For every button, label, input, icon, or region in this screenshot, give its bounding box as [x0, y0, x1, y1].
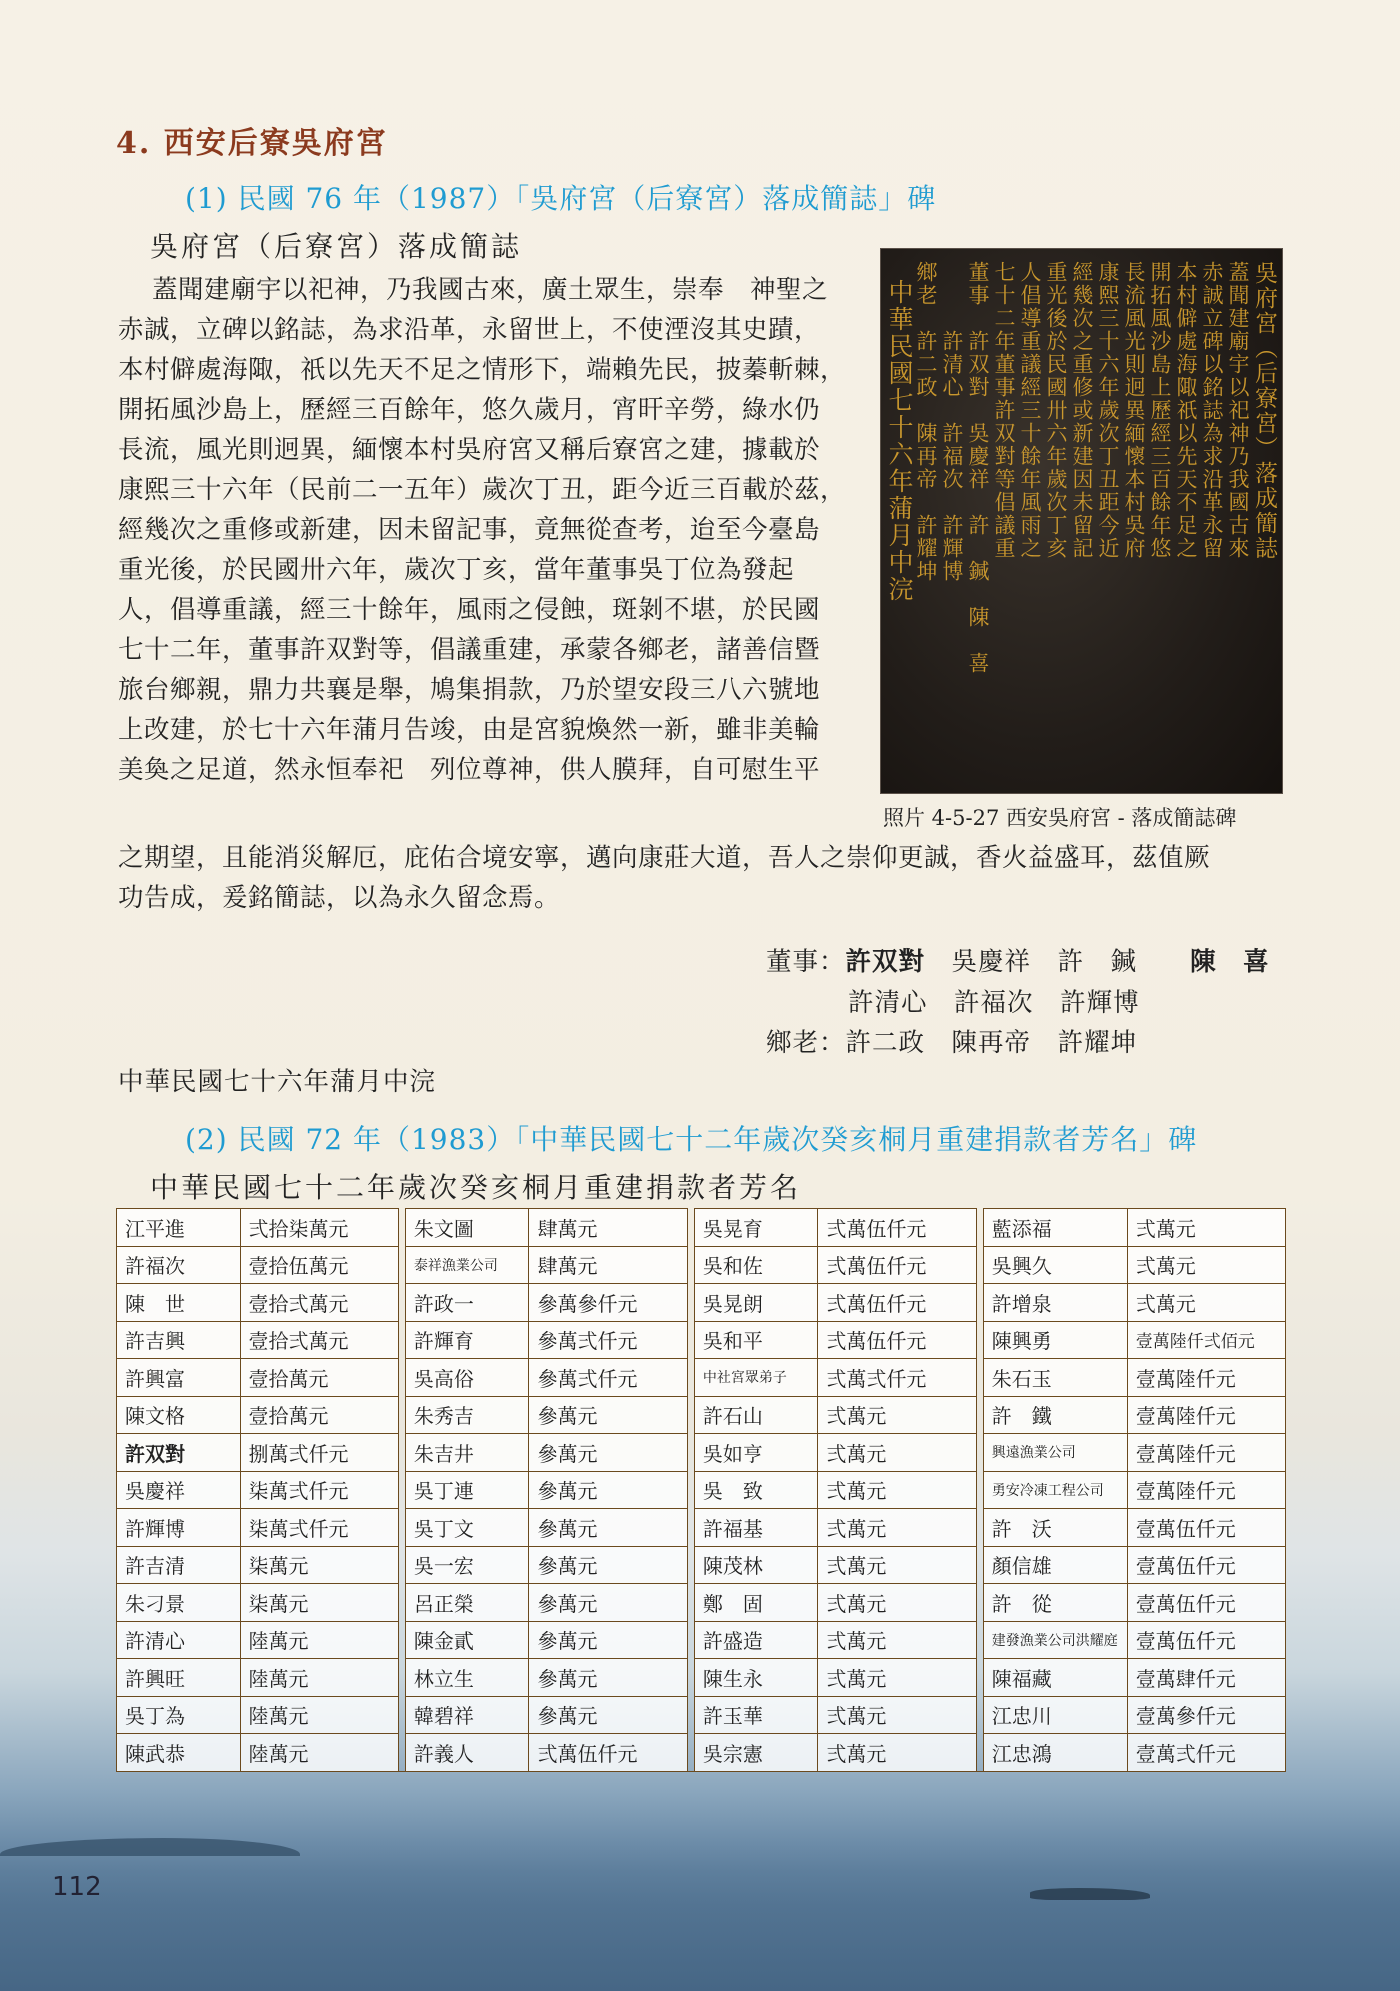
inscription-line: 重光後，於民國卅六年，歲次丁亥，當年董事吳丁位為發起 — [118, 555, 795, 585]
donor-name: 江平進 — [116, 1208, 240, 1246]
donor-name: 吳丁連 — [405, 1471, 529, 1509]
donor-name: 吳丁文 — [405, 1508, 529, 1546]
table-row — [116, 1733, 1286, 1772]
donation-amount: 弍萬伍仟元 — [528, 1733, 687, 1772]
donor-name: 許興富 — [116, 1358, 240, 1396]
elders-label: 鄉老： — [766, 1028, 846, 1058]
directors-label: 董事： — [766, 947, 846, 977]
donation-amount: 陸萬元 — [240, 1621, 399, 1659]
inscription-line: 長流，風光則迥異，緬懷本村吳府宮又稱后寮宮之建，據載於 — [118, 435, 821, 465]
donation-amount: 壹拾伍萬元 — [240, 1246, 399, 1284]
elder-name: 許二政 — [845, 1028, 926, 1058]
donor-name: 藍添福 — [983, 1208, 1127, 1246]
donation-amount: 壹拾萬元 — [240, 1396, 399, 1434]
donation-amount: 參萬元 — [528, 1546, 687, 1584]
inscription-line: 蓋聞建廟宇以祀神，乃我國古來，廣土眾生，崇奉 神聖之 — [152, 275, 829, 305]
elder-name: 陳再帝 — [951, 1028, 1032, 1058]
inscription-continued — [118, 838, 1283, 918]
donation-amount: 弍萬元 — [817, 1583, 976, 1621]
table-row — [116, 1246, 1286, 1284]
donation-amount: 弍萬元 — [817, 1658, 976, 1696]
donor-name: 許石山 — [694, 1396, 818, 1434]
donor-name: 顏信雄 — [983, 1546, 1127, 1584]
donor-name: 許 沃 — [983, 1508, 1127, 1546]
donor-name: 吳慶祥 — [116, 1471, 240, 1509]
donor-name: 許輝育 — [405, 1321, 529, 1359]
donation-amount: 陸萬元 — [240, 1733, 399, 1772]
donation-amount: 壹萬陸仟元 — [1127, 1396, 1286, 1434]
inscription-line: 七十二年，董事許双對等，倡議重建，承蒙各鄉老，諸善信暨 — [118, 635, 821, 665]
donor-name: 許 從 — [983, 1583, 1127, 1621]
donor-name: 許 鐵 — [983, 1396, 1127, 1434]
donor-name: 鄭 固 — [694, 1583, 818, 1621]
donor-name: 吳高俗 — [405, 1358, 529, 1396]
donor-name: 陳興勇 — [983, 1321, 1127, 1359]
donor-name: 興遠漁業公司 — [983, 1433, 1127, 1471]
stele-column: 許清心 許福次 許輝博 — [940, 261, 964, 583]
table-row — [116, 1696, 1286, 1734]
donation-amount: 參萬元 — [528, 1696, 687, 1734]
donation-amount: 參萬元 — [528, 1583, 687, 1621]
donor-name: 許玉華 — [694, 1696, 818, 1734]
director-name: 許双對 — [845, 947, 926, 977]
inscription-line: 之期望，且能消災解厄，庇佑合境安寧，邁向康莊大道，吾人之崇仰更誠，香火益盛耳，茲值厥 — [118, 843, 1211, 873]
stele-column: 蓋聞建廟宇以祀神乃我國古來 — [1226, 261, 1250, 560]
photo-caption: 照片 4-5-27 西安吳府宮 - 落成簡誌碑 — [883, 806, 1237, 830]
donation-amount: 壹萬伍仟元 — [1127, 1621, 1286, 1659]
donation-amount: 參萬弍仟元 — [528, 1358, 687, 1396]
donor-name: 勇安冷凍工程公司 — [983, 1471, 1127, 1509]
donation-amount: 參萬元 — [528, 1508, 687, 1546]
donor-name: 泰祥漁業公司 — [405, 1246, 529, 1284]
inscription-line: 康熙三十六年（民前二一五年）歲次丁丑，距今近三百載於茲， — [118, 475, 847, 505]
donor-table — [116, 1208, 1286, 1772]
donor-name: 吳和佐 — [694, 1246, 818, 1284]
donation-amount: 參萬元 — [528, 1621, 687, 1659]
director-name: 許輝博 — [1060, 988, 1140, 1018]
directors-row-2 — [848, 983, 1140, 1019]
donation-amount: 弍萬元 — [1127, 1283, 1286, 1321]
donor-name: 陳福藏 — [983, 1658, 1127, 1696]
donor-name: 許義人 — [405, 1733, 529, 1772]
donation-amount: 弍萬元 — [1127, 1246, 1286, 1284]
stele-column: 康熙三十六年歲次丁丑距今近 — [1096, 261, 1120, 560]
donor-name: 吳興久 — [983, 1246, 1127, 1284]
stele-column: 吳府宮（后寮宮）落成簡誌 — [1251, 261, 1277, 561]
stele-column: 中華民國七十六年蒲月中浣 — [885, 279, 914, 603]
record-title-2: 中華民國七十二年歲次癸亥桐月重建捐款者芳名 — [150, 1171, 802, 1204]
director-name: 吳慶祥 — [951, 947, 1032, 977]
elder-name: 許耀坤 — [1057, 1028, 1138, 1058]
donor-name: 江忠鴻 — [983, 1733, 1127, 1772]
table-row — [116, 1321, 1286, 1359]
donor-name: 許吉清 — [116, 1546, 240, 1584]
donation-amount: 弍萬元 — [817, 1546, 976, 1584]
donation-amount: 柒萬元 — [240, 1583, 399, 1621]
donation-amount: 參萬元 — [528, 1396, 687, 1434]
donor-name: 陳茂林 — [694, 1546, 818, 1584]
donor-name: 吳晃朗 — [694, 1283, 818, 1321]
donor-name: 吳丁為 — [116, 1696, 240, 1734]
donor-name: 陳 世 — [116, 1283, 240, 1321]
stele-column: 重光後於民國卅六年歲次丁亥 — [1044, 261, 1068, 560]
inscription-line: 經幾次之重修或新建，因未留記事，竟無從查考，迨至今臺島 — [118, 515, 821, 545]
inscription-line: 旅台鄉親，鼎力共襄是舉，鳩集捐款，乃於望安段三八六號地 — [118, 675, 821, 705]
donor-name: 朱秀吉 — [405, 1396, 529, 1434]
donor-name: 韓碧祥 — [405, 1696, 529, 1734]
section-title: 4. 西安后寮吳府宮 — [116, 126, 388, 161]
donation-amount: 弍萬元 — [1127, 1208, 1286, 1246]
inscription-line: 開拓風沙島上，歷經三百餘年，悠久歲月，宵旰辛勞，綠水仍 — [118, 395, 821, 425]
stele-column: 鄉老 許二政 陳再帝 許耀坤 — [914, 261, 938, 583]
donor-name: 吳晃育 — [694, 1208, 818, 1246]
donation-amount: 弍萬伍仟元 — [817, 1321, 976, 1359]
donor-name: 許福次 — [116, 1246, 240, 1284]
table-row — [116, 1508, 1286, 1546]
donor-name: 許福基 — [694, 1508, 818, 1546]
donation-amount: 肆萬元 — [528, 1246, 687, 1284]
director-name: 許福次 — [954, 988, 1034, 1018]
table-row — [116, 1283, 1286, 1321]
donor-name: 江忠川 — [983, 1696, 1127, 1734]
date-line: 中華民國七十六年蒲月中浣 — [118, 1067, 437, 1097]
director-name: 陳 喜 — [1190, 947, 1270, 977]
donation-amount: 弍萬伍仟元 — [817, 1283, 976, 1321]
table-row — [116, 1471, 1286, 1509]
donor-name: 吳 致 — [694, 1471, 818, 1509]
donation-amount: 捌萬弍仟元 — [240, 1433, 399, 1471]
elders-row — [766, 1023, 1137, 1059]
donation-amount: 參萬弍仟元 — [528, 1321, 687, 1359]
donor-name: 許双對 — [116, 1433, 240, 1471]
donation-amount: 弍萬元 — [817, 1396, 976, 1434]
donation-amount: 壹拾弍萬元 — [240, 1321, 399, 1359]
donor-name: 許盛造 — [694, 1621, 818, 1659]
stele-column: 開拓風沙島上歷經三百餘年悠 — [1148, 261, 1172, 560]
stele-column: 人倡導重議經三十餘年風雨之 — [1018, 261, 1042, 560]
donor-name: 陳金貳 — [405, 1621, 529, 1659]
donation-amount: 壹萬伍仟元 — [1127, 1546, 1286, 1584]
inscription-line: 人，倡導重議，經三十餘年，風雨之侵蝕，斑剝不堪，於民國 — [118, 595, 821, 625]
donor-name: 許增泉 — [983, 1283, 1127, 1321]
subheading-1: (1) 民國 76 年（1987）「吳府宮（后寮宮）落成簡誌」碑 — [185, 182, 937, 215]
donor-name: 許興旺 — [116, 1658, 240, 1696]
stele-column: 董事 許双對 吳慶祥 許 鍼 陳 喜 — [966, 261, 990, 675]
donation-amount: 弍萬元 — [817, 1508, 976, 1546]
table-row — [116, 1208, 1286, 1246]
table-row — [116, 1396, 1286, 1434]
donor-name: 中社宮眾弟子 — [694, 1358, 818, 1396]
page-number: 112 — [52, 1872, 102, 1902]
table-row — [116, 1433, 1286, 1471]
inscription-line: 本村僻處海陬，祇以先天不足之情形下，端賴先民，披蓁斬棘， — [118, 355, 847, 385]
subheading-2: (2) 民國 72 年（1983）「中華民國七十二年歲次癸亥桐月重建捐款者芳名」碑 — [185, 1123, 1198, 1156]
inscription-line: 赤誠，立碑以銘誌，為求沿革，永留世上，不使湮沒其史蹟， — [118, 315, 821, 345]
table-row — [116, 1658, 1286, 1696]
donation-amount: 壹萬陸仟元 — [1127, 1433, 1286, 1471]
table-row — [116, 1358, 1286, 1396]
donor-name: 陳生永 — [694, 1658, 818, 1696]
inscription-line: 美奐之足道，然永恒奉祀 列位尊神，供人膜拜，自可慰生平 — [118, 755, 821, 785]
donation-amount: 壹萬陸仟元 — [1127, 1471, 1286, 1509]
donor-name: 許清心 — [116, 1621, 240, 1659]
donor-name: 朱刁景 — [116, 1583, 240, 1621]
donation-amount: 壹萬陸仟元 — [1127, 1358, 1286, 1396]
donation-amount: 壹萬弍仟元 — [1127, 1733, 1286, 1772]
rocks-silhouette — [1030, 1888, 1150, 1900]
donor-name: 吳和平 — [694, 1321, 818, 1359]
donor-name: 陳文格 — [116, 1396, 240, 1434]
stele-column: 經幾次之重修或新建因未留記 — [1070, 261, 1094, 560]
donor-name: 林立生 — [405, 1658, 529, 1696]
director-name: 許清心 — [848, 988, 928, 1018]
donation-amount: 弍萬元 — [817, 1433, 976, 1471]
stele-column: 本村僻處海陬祇以先天不足之 — [1174, 261, 1198, 560]
donation-amount: 弍萬元 — [817, 1621, 976, 1659]
donor-name: 朱文圖 — [405, 1208, 529, 1246]
donation-amount: 肆萬元 — [528, 1208, 687, 1246]
donation-amount: 弍拾柒萬元 — [240, 1208, 399, 1246]
donation-amount: 柒萬元 — [240, 1546, 399, 1584]
donation-amount: 壹萬陸仟弍佰元 — [1127, 1321, 1286, 1359]
donation-amount: 弍萬弍仟元 — [817, 1358, 976, 1396]
inscription-line: 上改建，於七十六年蒲月告竣，由是宮貌煥然一新，雖非美輪 — [118, 715, 821, 745]
table-row — [116, 1621, 1286, 1659]
donation-amount: 弍萬元 — [817, 1733, 976, 1772]
table-row — [116, 1583, 1286, 1621]
stele-column: 七十二年董事許双對等倡議重 — [992, 261, 1016, 560]
donor-name: 陳武恭 — [116, 1733, 240, 1772]
donation-amount: 陸萬元 — [240, 1658, 399, 1696]
inscription-line: 功告成，爰銘簡誌，以為永久留念焉。 — [118, 883, 561, 913]
stele-column: 長流風光則迥異緬懷本村吳府 — [1122, 261, 1146, 560]
inscription-body — [118, 270, 868, 790]
donation-amount: 柒萬弍仟元 — [240, 1508, 399, 1546]
donation-amount: 參萬元 — [528, 1658, 687, 1696]
sea-background — [0, 1848, 1400, 1991]
record-title-1: 吳府宮（后寮宮）落成簡誌 — [150, 230, 523, 263]
donation-amount: 參萬元 — [528, 1471, 687, 1509]
donor-name: 許政一 — [405, 1283, 529, 1321]
donation-amount: 壹萬肆仟元 — [1127, 1658, 1286, 1696]
donor-name: 許輝博 — [116, 1508, 240, 1546]
donor-name: 吳如亨 — [694, 1433, 818, 1471]
donor-name: 吳宗憲 — [694, 1733, 818, 1772]
donation-amount: 壹拾萬元 — [240, 1358, 399, 1396]
donor-name: 建發漁業公司洪耀庭 — [983, 1621, 1127, 1659]
donation-amount: 柒萬弍仟元 — [240, 1471, 399, 1509]
donation-amount: 壹萬伍仟元 — [1127, 1508, 1286, 1546]
donor-name: 呂正榮 — [405, 1583, 529, 1621]
donor-name: 許吉興 — [116, 1321, 240, 1359]
donation-amount: 弍萬元 — [817, 1696, 976, 1734]
donor-name: 吳一宏 — [405, 1546, 529, 1584]
donation-amount: 弍萬伍仟元 — [817, 1246, 976, 1284]
table-row — [116, 1546, 1286, 1584]
directors-row-1 — [766, 942, 1270, 978]
donor-name: 朱石玉 — [983, 1358, 1127, 1396]
donation-amount: 弍萬伍仟元 — [817, 1208, 976, 1246]
donation-amount: 壹萬參仟元 — [1127, 1696, 1286, 1734]
donation-amount: 陸萬元 — [240, 1696, 399, 1734]
donation-amount: 參萬元 — [528, 1433, 687, 1471]
donation-amount: 壹萬伍仟元 — [1127, 1583, 1286, 1621]
donation-amount: 參萬參仟元 — [528, 1283, 687, 1321]
donation-amount: 弍萬元 — [817, 1471, 976, 1509]
donation-amount: 壹拾弍萬元 — [240, 1283, 399, 1321]
donor-name: 朱吉井 — [405, 1433, 529, 1471]
director-name: 許 鍼 — [1057, 947, 1138, 977]
stele-column: 赤誠立碑以銘誌為求沿革永留 — [1200, 261, 1224, 560]
stele-photo — [880, 248, 1283, 794]
